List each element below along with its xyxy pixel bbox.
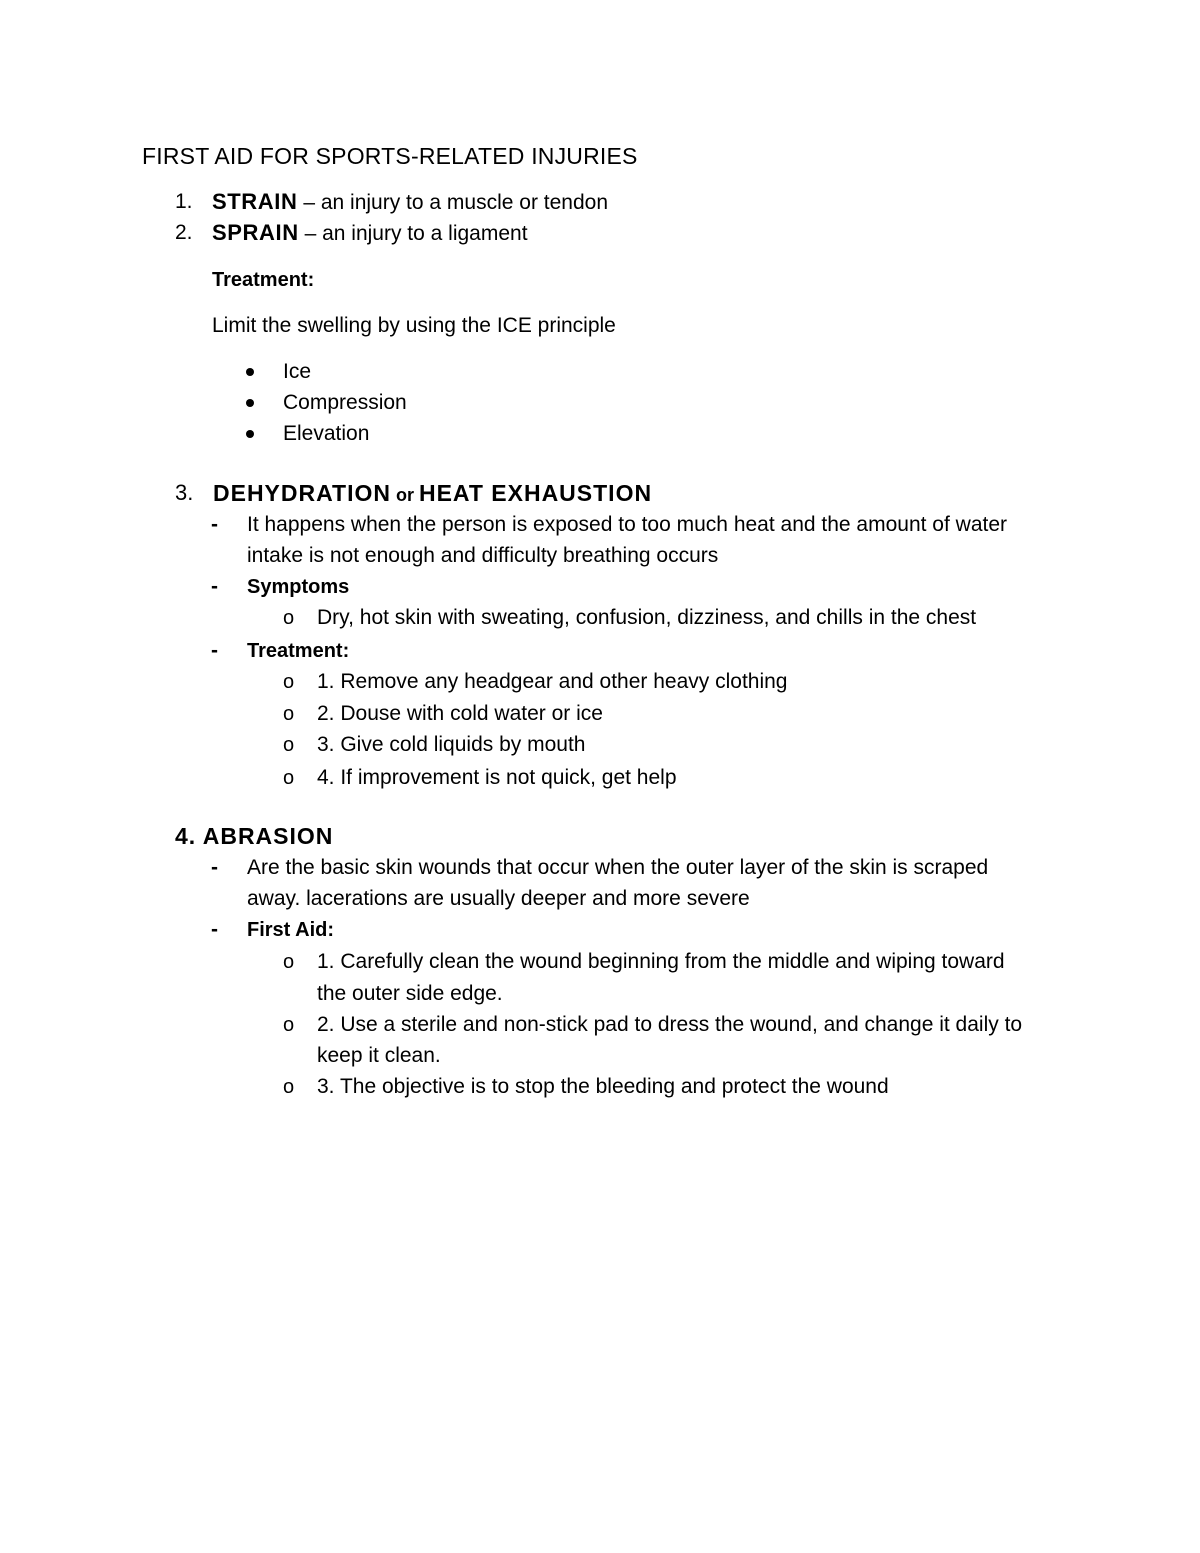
section-3-heading: [213, 478, 652, 510]
treatment-step-4: 4. If improvement is not quick, get help: [317, 766, 677, 789]
bullet-icon: [246, 399, 254, 407]
section-4-desc-line2: away. lacerations are usually deeper and more severe: [247, 887, 750, 910]
first-aid-label: First Aid:: [247, 919, 335, 941]
first-aid-step-1-line2: the outer side edge.: [317, 982, 503, 1005]
document-title: FIRST AID FOR SPORTS-RELATED INJURIES: [142, 143, 638, 169]
section-3-term-or: or: [390, 485, 419, 505]
treatment-step-3: 3. Give cold liquids by mouth: [317, 733, 586, 756]
item-2-term: SPRAIN: [212, 220, 299, 245]
section-3-term-a: DEHYDRATION: [213, 480, 391, 506]
section-3-desc-line1: It happens when the person is exposed to too much heat and the amount of water: [247, 513, 1007, 536]
first-aid-step-1-line1: 1. Carefully clean the wound beginning from the middle and wiping toward: [317, 950, 1005, 973]
circle-bullet-icon: o: [283, 607, 295, 629]
circle-bullet-icon: o: [283, 951, 295, 973]
ice-bullet-ice: Ice: [283, 360, 312, 383]
dash-marker: -: [211, 513, 218, 536]
section-3-number: 3.: [175, 480, 194, 505]
section-4-heading: 4. ABRASION: [175, 823, 334, 849]
ice-intro: Limit the swelling by using the ICE principle: [212, 314, 616, 337]
dash-marker: -: [211, 639, 218, 662]
item-1-desc: – an injury to a muscle or tendon: [297, 191, 609, 214]
first-aid-step-2-line1: 2. Use a sterile and non-stick pad to dress the wound, and change it daily to: [317, 1013, 1023, 1036]
section-3-term-b: HEAT EXHAUSTION: [418, 480, 653, 506]
circle-bullet-icon: o: [283, 767, 295, 789]
section-3-desc-line2: intake is not enough and difficulty breathing occurs: [247, 544, 719, 567]
dash-marker: -: [211, 856, 218, 879]
circle-bullet-icon: o: [283, 703, 295, 725]
item-1-number: 1.: [175, 190, 193, 213]
dash-marker: -: [211, 918, 218, 941]
dash-marker: -: [211, 575, 218, 598]
circle-bullet-icon: o: [283, 734, 295, 756]
treatment-step-2: 2. Douse with cold water or ice: [317, 702, 603, 725]
item-2: [212, 219, 528, 248]
treatment-step-1: 1. Remove any headgear and other heavy clothing: [317, 670, 788, 693]
item-2-desc: – an injury to a ligament: [298, 222, 528, 245]
first-aid-step-2-line2: keep it clean.: [317, 1044, 441, 1067]
treatment-label: Treatment:: [212, 269, 315, 291]
section-3-treatment-label: Treatment:: [247, 640, 350, 662]
ice-bullet-compression: Compression: [283, 391, 407, 414]
circle-bullet-icon: o: [283, 671, 295, 693]
ice-bullet-elevation: Elevation: [283, 422, 370, 445]
item-2-number: 2.: [175, 221, 193, 244]
item-1: [212, 188, 608, 217]
symptom-item: Dry, hot skin with sweating, confusion, dizziness, and chills in the chest: [317, 606, 977, 629]
circle-bullet-icon: o: [283, 1076, 295, 1098]
bullet-icon: [246, 368, 254, 376]
bullet-icon: [246, 430, 254, 438]
item-1-term: STRAIN: [212, 189, 298, 214]
circle-bullet-icon: o: [283, 1014, 295, 1036]
first-aid-step-3-line1: 3. The objective is to stop the bleeding and protect the wound: [317, 1075, 889, 1098]
section-4-desc-line1: Are the basic skin wounds that occur when the outer layer of the skin is scraped: [247, 856, 989, 879]
symptoms-label: Symptoms: [247, 576, 350, 598]
